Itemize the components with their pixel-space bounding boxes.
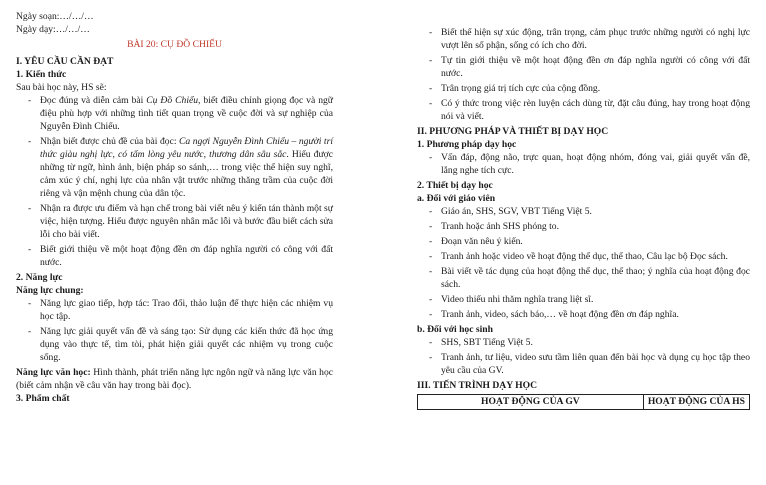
competency-list — [16, 297, 333, 364]
list-item: - Biết giới thiệu về một hoạt động đền ơn đáp nghĩa người có công với đất nước. — [16, 243, 333, 269]
ngay-day: Ngày dạy:…/…/… — [16, 24, 90, 35]
method-list — [417, 151, 750, 177]
list-item: - Tranh ảnh, video, sách báo,… về hoạt động đền ơn đáp nghĩa. — [417, 308, 750, 321]
list-item: - Tranh ảnh, tư liệu, video sưu tầm liên quan đến bài học và dụng cụ học tập theo yêu cầu của GV. — [417, 351, 750, 377]
teacher-equipment-list — [417, 205, 750, 321]
list-item: - Đọc đúng và diễn cảm bài Cụ Đồ Chiểu, biết điều chỉnh giọng đọc và ngữ điệu phù hợp với những tình tiết quan trọng về cuộc đời và sự nghiệp của Nguyễn Đình Chiểu. — [16, 94, 333, 133]
competency-label: Năng lực chung: — [16, 285, 84, 296]
subsection-heading: 1. Kiến thức — [16, 69, 67, 80]
list-item: - Tự tin giới thiệu về một hoạt động đền ơn đáp nghĩa người có công với đất nước. — [417, 54, 750, 80]
list-item: - Nhận biết được chủ đề của bài đọc: Ca ngợi Nguyễn Đình Chiểu – người trí thức giàu nghị lực, có tấm lòng yêu nước, thương dân sâu sắc. Hiểu được những từ ngữ, hình ảnh, biện pháp so sánh,… trong việc thể hiện suy nghĩ, cảm xúc ý chí, nghị lực của nhân vật trước những thăng trầm của cuộc đời riêng và vận mệnh chung của dân tộc. — [16, 135, 333, 200]
list-item: - Bài viết về tác dụng của hoạt động thể dục, thể thao; ý nghĩa của hoạt động đọc sách. — [417, 265, 750, 291]
list-item: - Có ý thức trong việc rèn luyện cách dùng từ, đặt câu đúng, hay trong hoạt động nói và viết. — [417, 97, 750, 123]
section-heading: III. TIẾN TRÌNH DẠY HỌC — [417, 380, 538, 391]
list-item: - Năng lực giao tiếp, hợp tác: Trao đổi, thảo luận để thực hiện các nhiệm vụ học tập. — [16, 297, 333, 323]
literary-competency: Năng lực văn học: Hình thành, phát triển năng lực ngôn ngữ và năng lực văn học (biết cảm nhận về câu văn hay trong bài đọc). — [16, 367, 334, 391]
table-header-teacher: HOẠT ĐỘNG CỦA GV — [418, 395, 644, 410]
list-item: - Nhận ra được ưu điểm và hạn chế trong bài viết nêu ý kiến tán thành một sự việc, hiện tượng. Hiểu được nguyên nhân mắc lỗi và bước đầu biết cách sửa lỗi cho bài viết. — [16, 202, 333, 241]
lesson-title: BÀI 20: CỤ ĐỒ CHIỂU — [127, 39, 222, 50]
subsection-heading: 2. Năng lực — [16, 272, 63, 283]
list-item: - Tranh hoặc ảnh SHS phóng to. — [417, 220, 750, 233]
subsection-heading: 1. Phương pháp dạy học — [417, 139, 517, 150]
knowledge-list — [16, 94, 333, 269]
list-item: - Biết thể hiện sự xúc động, trân trọng, cảm phục trước những người có nghị lực vượt lên số phận, sống có ích cho đời. — [417, 26, 750, 52]
student-label: b. Đối với học sinh — [417, 324, 493, 335]
teacher-label: a. Đối với giáo viên — [417, 193, 496, 204]
list-item: - Trân trọng giá trị tích cực của cộng đồng. — [417, 82, 750, 95]
section-heading: I. YÊU CẦU CẦN ĐẠT — [16, 56, 114, 67]
subsection-heading: 2. Thiết bị dạy học — [417, 180, 493, 191]
list-item: - Video thiếu nhi thăm nghĩa trang liệt sĩ. — [417, 293, 750, 306]
quality-list — [417, 26, 750, 123]
list-item: - Vấn đáp, động não, trực quan, hoạt động nhóm, đóng vai, giải quyết vấn đề, lắng nghe tích cực. — [417, 151, 750, 177]
list-item: - Năng lực giải quyết vấn đề và sáng tạo: Sử dụng các kiến thức đã học ứng dụng vào thực tế, tìm tòi, phát hiện giải quyết các nhiệm vụ trong cuộc sống. — [16, 325, 333, 364]
ngay-soan: Ngày soạn:…/…/… — [16, 11, 94, 22]
student-equipment-list — [417, 336, 750, 377]
table-header-student: HOẠT ĐỘNG CỦA HS — [643, 395, 749, 410]
list-item: - SHS, SBT Tiếng Việt 5. — [417, 336, 750, 349]
document-page-right — [383, 0, 766, 485]
section-heading: II. PHƯƠNG PHÁP VÀ THIẾT BỊ DẠY HỌC — [417, 126, 609, 137]
table-header-row — [418, 395, 750, 410]
list-item: - Đoạn văn nêu ý kiến. — [417, 235, 750, 248]
activity-table — [417, 394, 750, 410]
list-item: - Giáo án, SHS, SGV, VBT Tiếng Việt 5. — [417, 205, 750, 218]
list-item: - Tranh ảnh hoặc video về hoạt động thể dục, thể thao, Câu lạc bộ Đọc sách. — [417, 250, 750, 263]
subsection-heading: 3. Phẩm chất — [16, 393, 70, 404]
intro-text: Sau bài học này, HS sẽ: — [16, 82, 107, 93]
